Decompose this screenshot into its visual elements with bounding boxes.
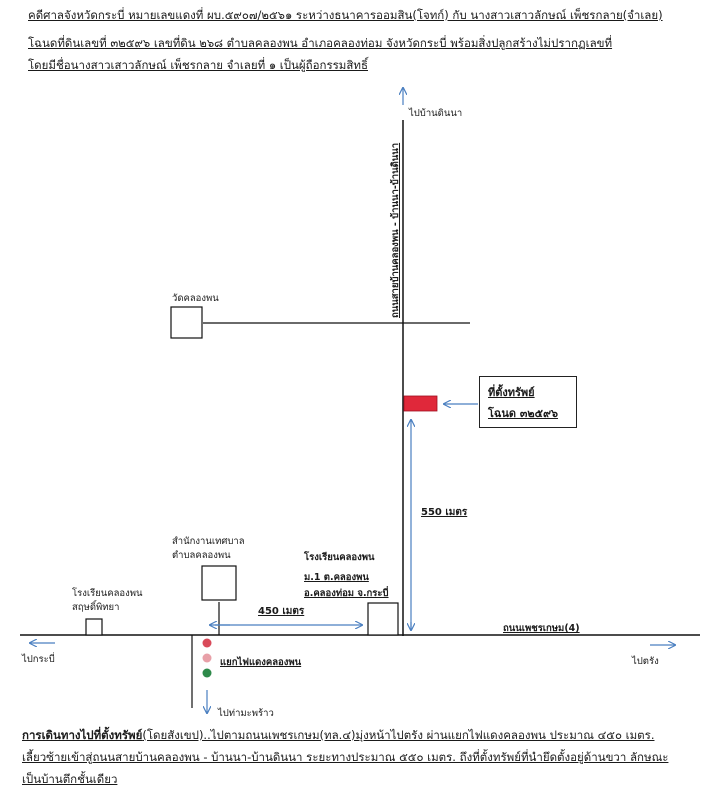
property-callout [479,376,577,428]
temple-box [171,307,202,338]
directions-line-3: เป็นบ้านตึกชั้นเดียว [22,772,118,786]
label-to-trang: ไปตรัง [632,656,659,667]
label-school-right-3: อ.คลองท่อม จ.กระบี่ [304,588,389,599]
property-callout-line-2: โฉนด ๓๒๕๙๖ [488,407,559,420]
label-to-tha-maphrao: ไปท่ามะพร้าว [218,708,274,719]
label-school-right-1: โรงเรียนคลองพน [304,552,375,563]
header-line-3: โดยมีชื่อนางสาวเสาวลักษณ์ เพ็ชรกลาย จำเลยที่ ๑ เป็นผู้ถือกรรมสิทธิ์ [28,58,368,72]
label-school-right-2: ม.1 ต.คลองพน [304,572,369,583]
label-distance-450: 450 เมตร [258,606,305,617]
property-marker [404,396,437,411]
label-temple: วัดคลองพน [172,293,219,304]
directions-line-2: เลี้ยวซ้ายเข้าสู่ถนนสายบ้านคลองพน - บ้านนา-บ้านดินนา ระยะทางประมาณ ๕๕๐ เมตร. ถึงที่ตั้งทรัพย์ที่นำยึดตั้งอยู่ด้านขวา ลักษณะ [22,750,669,764]
label-to-ban-din-na: ไปบ้านดินนา [409,108,463,119]
header-line-2: โฉนดที่ดินเลขที่ ๓๒๕๙๖ เลขที่ดิน ๒๖๘ ตำบลคลองพน อำเภอคลองท่อม จังหวัดกระบี่ พร้อมสิ่งปลูกสร้างไม่ปรากฏเลขที่ [28,36,613,50]
directions-line-1-text: (โดยสังเขป)..ไปตามถนนเพชรเกษม(ทล.๔)มุ่งหน้าไปตรัง ผ่านแยกไฟแดงคลองพน ประมาณ ๔๕๐ เมตร. [142,728,655,742]
label-traffic-light: แยกไฟแดงคลองพน [220,657,302,668]
traffic-light-pink [203,654,212,663]
label-highway: ถนนเพชรเกษม(4) [503,623,580,634]
municipal-box [202,566,236,600]
label-distance-550: 550 เมตร [421,507,468,518]
directions-title: การเดินทางไปที่ตั้งทรัพย์ [22,728,143,742]
label-school-left-1: โรงเรียนคลองพน [72,588,143,599]
school-left-box [86,619,102,635]
traffic-light-red [203,639,212,648]
property-callout-line-1: ที่ตั้งทรัพย์ [488,386,535,399]
label-school-left-2: สฤษดิ์พิทยา [72,602,120,613]
label-municipal-1: สำนักงานเทศบาล [172,536,245,547]
label-municipal-2: ตำบลคลองพน [172,550,231,561]
label-vertical-road: ถนนสายบ้านคลองพน - บ้านนา-บ้านดินนา [390,142,401,318]
school-right-box [368,603,398,635]
header-line-1: คดีศาลจังหวัดกระบี่ หมายเลขแดงที่ ผบ.๕๙๐๗/๒๕๖๑ ระหว่างธนาคารออมสิน(โจทก์) กับ นางสาวเสาวลักษณ์ เพ็ชรกลาย(จำเลย) [28,8,663,22]
label-to-krabi: ไปกระบี่ [22,654,55,665]
directions-line-1 [22,725,654,745]
traffic-light-green [203,669,212,678]
